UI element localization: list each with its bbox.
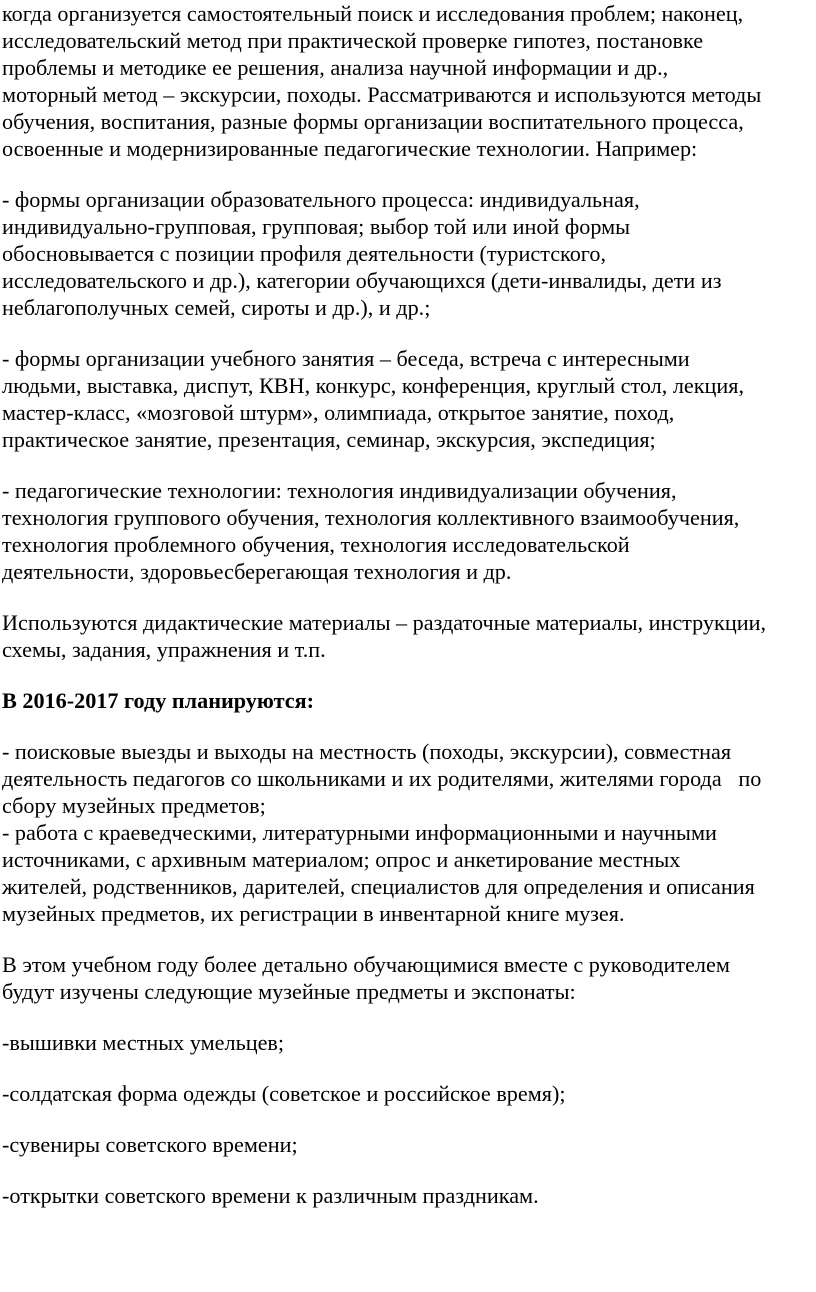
text-line: будут изучены следующие музейные предметы и экспонаты: [2,979,576,1004]
paragraph-organization-forms [2,186,816,321]
text-line: обучения, воспитания, разные формы организации воспитательного процесса, [2,109,744,134]
list-item-postcards [2,1182,816,1209]
text-line: сбору музейных предметов; [2,793,266,818]
text-line: исследовательского и др.), категории обучающихся (дети-инвалиды, дети из [2,268,722,293]
text-line: источниками, с архивным материалом; опрос и анкетирование местных [2,847,681,872]
text-line: музейных предметов, их регистрации в инвентарной книге музея. [2,901,625,926]
text-line: - формы организации образовательного процесса: индивидуальная, [2,187,640,212]
text-line: освоенные и модернизированные педагогические технологии. Например: [2,136,698,161]
text-line: схемы, задания, упражнения и т.п. [2,637,326,662]
paragraph-study-items [2,951,816,1005]
text-line: моторный метод – экскурсии, походы. Рассматриваются и используются методы [2,82,762,107]
paragraph-lesson-forms [2,345,816,453]
text-line: - поисковые выезды и выходы на местность (походы, экскурсии), совместная [2,739,732,764]
list-item: -сувениры советского времени; [2,1132,298,1157]
text-line: обосновывается с позиции профиля деятельности (туристского, [2,241,606,266]
list-item: -солдатская форма одежды (советское и российское время); [2,1081,566,1106]
list-item-souvenirs [2,1131,816,1158]
document-page [2,0,816,1233]
paragraph-methods [2,0,816,162]
list-item-uniform [2,1080,816,1107]
text-line: мастер-класс, «мозговой штурм», олимпиада, открытое занятие, поход, [2,400,675,425]
text-line: деятельность педагогов со школьниками и их родителями, жителями города по [2,766,762,791]
text-line: - работа с краеведческими, литературными информационными и научными [2,820,717,845]
list-item: -вышивки местных умельцев; [2,1030,285,1055]
text-line: технология группового обучения, технология коллективного взаимообучения, [2,505,740,530]
text-line: Используются дидактические материалы – раздаточные материалы, инструкции, [2,610,766,635]
paragraph-planned-activities [2,738,816,927]
text-line: В этом учебном году более детально обучающимися вместе с руководителем [2,952,730,977]
text-line: людьми, выставка, диспут, КВН, конкурс, конференция, круглый стол, лекция, [2,373,745,398]
text-line: жителей, родственников, дарителей, специалистов для определения и описания [2,874,755,899]
text-line: практическое занятие, презентация, семинар, экскурсия, экспедиция; [2,427,656,452]
text-line: деятельности, здоровьесберегающая технология и др. [2,559,512,584]
text-line: индивидуально-групповая, групповая; выбор той или иной формы [2,214,631,239]
text-line: технология проблемного обучения, технология исследовательской [2,532,630,557]
text-line: когда организуется самостоятельный поиск и исследования проблем; наконец, [2,1,744,26]
list-item-embroidery [2,1029,816,1056]
section-heading [2,687,816,714]
heading-line: В 2016-2017 году планируются: [2,688,314,713]
text-line: неблагополучных семей, сироты и др.), и др.; [2,295,431,320]
text-line: исследовательский метод при практической проверке гипотез, постановке [2,28,704,53]
text-line: - формы организации учебного занятия – беседа, встреча с интересными [2,346,690,371]
text-line: - педагогические технологии: технология индивидуализации обучения, [2,478,677,503]
paragraph-pedagogical-technologies [2,477,816,585]
text-line: проблемы и методике ее решения, анализа научной информации и др., [2,55,669,80]
paragraph-didactic-materials [2,609,816,663]
list-item: -открытки советского времени к различным праздникам. [2,1183,539,1208]
